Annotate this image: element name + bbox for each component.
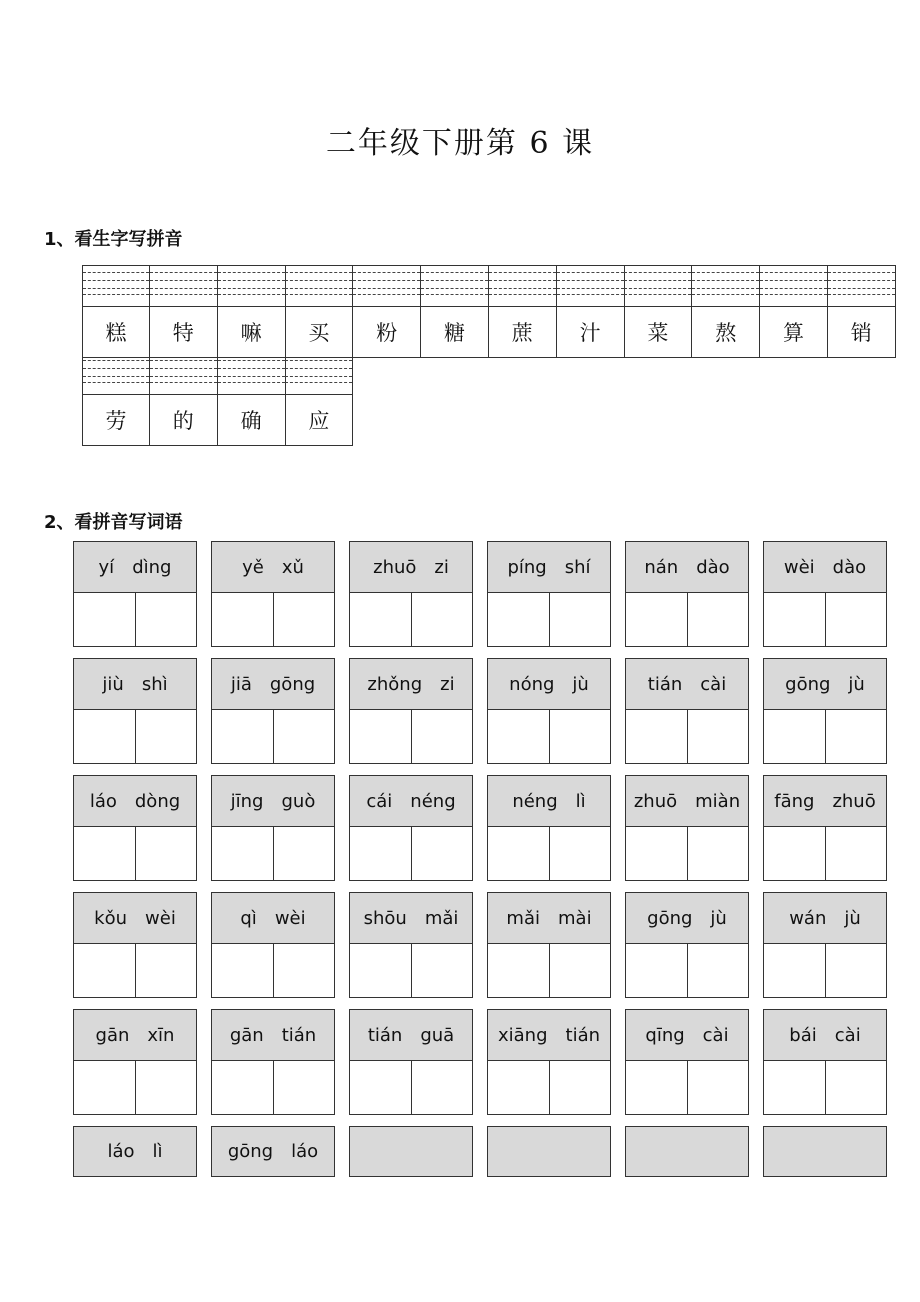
char-cell: [82, 354, 150, 446]
hanzi-character: 糕: [83, 306, 149, 357]
word-card: [349, 658, 473, 764]
pinyin-label: [626, 1127, 748, 1176]
pinyin-label: [488, 1127, 610, 1176]
answer-box[interactable]: [626, 710, 687, 764]
char-cell: [760, 265, 828, 358]
hanzi-character: 算: [760, 306, 827, 357]
pinyin-syllable: dào: [696, 556, 730, 578]
char-cell: [218, 354, 286, 446]
hanzi-character: 的: [150, 394, 217, 445]
pinyin-syllable: gōng: [227, 1141, 274, 1162]
answer-box[interactable]: [764, 710, 825, 764]
pinyin-writing-lines[interactable]: [692, 266, 759, 306]
word-card: [73, 541, 197, 647]
pinyin-syllable: wán: [789, 907, 827, 929]
word-card: [763, 1009, 887, 1115]
word-card: [73, 1126, 197, 1177]
answer-box[interactable]: [411, 827, 473, 881]
answer-box[interactable]: [488, 710, 549, 764]
pinyin-label: [626, 659, 748, 710]
pinyin-label: [212, 776, 334, 827]
word-card: [73, 892, 197, 998]
char-cell: [557, 265, 625, 358]
answer-box[interactable]: [549, 1061, 611, 1115]
word-card: [73, 658, 197, 764]
answer-box[interactable]: [411, 1061, 473, 1115]
answer-box[interactable]: [549, 710, 611, 764]
answer-box[interactable]: [273, 827, 335, 881]
word-card: [349, 541, 473, 647]
hanzi-character: 粉: [353, 306, 420, 357]
pinyin-syllable: tián: [281, 1024, 317, 1046]
char-cell: [285, 354, 353, 446]
pinyin-label: [212, 1010, 334, 1061]
pinyin-label: [74, 893, 196, 944]
pinyin-syllable: dìng: [132, 556, 172, 578]
pinyin-syllable: jiù: [102, 673, 124, 695]
answer-box[interactable]: [488, 1061, 549, 1115]
hanzi-character: 嘛: [218, 306, 285, 357]
answer-box[interactable]: [825, 944, 887, 998]
answer-box[interactable]: [350, 944, 411, 998]
pinyin-syllable: lì: [152, 1141, 163, 1162]
char-cell: [82, 265, 150, 358]
word-card: [211, 1126, 335, 1177]
pinyin-label: [74, 1127, 196, 1176]
pinyin-syllable: tián: [565, 1024, 601, 1046]
answer-box[interactable]: [350, 1061, 411, 1115]
answer-box[interactable]: [626, 593, 687, 647]
answer-box[interactable]: [825, 710, 887, 764]
pinyin-syllable: kǒu: [94, 907, 128, 929]
pinyin-syllable: guā: [420, 1024, 455, 1046]
answer-box[interactable]: [135, 710, 197, 764]
answer-box[interactable]: [273, 593, 335, 647]
pinyin-syllable: xīn: [147, 1024, 175, 1046]
word-card: [487, 892, 611, 998]
answer-box[interactable]: [764, 593, 825, 647]
pinyin-syllable: láo: [291, 1141, 319, 1162]
pinyin-syllable: wèi: [145, 907, 176, 929]
answer-box[interactable]: [74, 944, 135, 998]
hanzi-character: 销: [828, 306, 895, 357]
answer-box[interactable]: [212, 944, 273, 998]
pinyin-label: [488, 1010, 610, 1061]
answer-box[interactable]: [687, 827, 749, 881]
pinyin-writing-lines[interactable]: [421, 266, 488, 306]
pinyin-syllable: tián: [647, 673, 683, 695]
pinyin-syllable: cài: [700, 673, 727, 695]
section-heading-1: 1、看生字写拼音: [44, 229, 183, 250]
word-card: [763, 541, 887, 647]
pinyin-label: [764, 1010, 886, 1061]
hanzi-character: 糖: [421, 306, 488, 357]
answer-box[interactable]: [135, 944, 197, 998]
hanzi-character: 劳: [83, 394, 149, 445]
pinyin-syllable: nán: [644, 556, 679, 578]
pinyin-label: [488, 542, 610, 593]
pinyin-writing-lines[interactable]: [218, 266, 285, 306]
pinyin-syllable: jiā: [230, 673, 252, 695]
answer-box[interactable]: [273, 944, 335, 998]
pinyin-syllable: cái: [366, 790, 393, 812]
pinyin-syllable: qì: [240, 907, 257, 929]
pinyin-syllable: zhuō: [832, 790, 876, 812]
answer-box[interactable]: [687, 1061, 749, 1115]
pinyin-label: [488, 776, 610, 827]
pinyin-syllable: xiāng: [497, 1024, 548, 1046]
pinyin-syllable: píng: [507, 556, 547, 578]
answer-box[interactable]: [825, 827, 887, 881]
pinyin-writing-lines[interactable]: [624, 266, 691, 306]
pinyin-syllable: shí: [564, 556, 591, 578]
pinyin-syllable: yě: [242, 556, 264, 578]
answer-box[interactable]: [764, 827, 825, 881]
char-cell: [285, 265, 353, 358]
answer-box[interactable]: [135, 827, 197, 881]
char-cell: [150, 354, 218, 446]
pinyin-syllable: gān: [229, 1024, 264, 1046]
pinyin-syllable: qīng: [645, 1024, 685, 1046]
char-cell: [353, 265, 421, 358]
answer-box[interactable]: [135, 593, 197, 647]
word-card: [625, 1009, 749, 1115]
pinyin-writing-lines[interactable]: [760, 266, 827, 306]
hanzi-character: 蔗: [489, 306, 556, 357]
pinyin-syllable: gōng: [647, 907, 693, 929]
pinyin-label: [764, 542, 886, 593]
char-cell: [624, 265, 692, 358]
hanzi-character: 应: [285, 394, 352, 445]
pinyin-label: [212, 542, 334, 593]
pinyin-label: [350, 776, 472, 827]
word-card: [349, 1009, 473, 1115]
hanzi-character: 汁: [557, 306, 624, 357]
pinyin-syllable: xǔ: [281, 556, 304, 578]
pinyin-syllable: jù: [844, 907, 861, 929]
hanzi-character: 买: [285, 306, 352, 357]
answer-box[interactable]: [411, 944, 473, 998]
answer-box[interactable]: [687, 710, 749, 764]
pinyin-syllable: tián: [367, 1024, 403, 1046]
answer-box[interactable]: [212, 827, 273, 881]
pinyin-syllable: wèi: [783, 556, 815, 578]
hanzi-character: 确: [218, 394, 285, 445]
pinyin-syllable: gān: [95, 1024, 130, 1046]
answer-box[interactable]: [74, 1061, 135, 1115]
pinyin-label: [764, 659, 886, 710]
pinyin-label: [350, 659, 472, 710]
pinyin-writing-lines[interactable]: [83, 266, 149, 306]
pinyin-syllable: zi: [434, 556, 449, 578]
pinyin-label: [350, 542, 472, 593]
word-card: [625, 775, 749, 881]
pinyin-syllable: zi: [440, 673, 455, 695]
answer-box[interactable]: [74, 710, 135, 764]
pinyin-syllable: guò: [281, 790, 316, 812]
answer-box[interactable]: [488, 593, 549, 647]
answer-box[interactable]: [764, 944, 825, 998]
pinyin-syllable: shōu: [363, 907, 407, 929]
answer-box[interactable]: [350, 710, 411, 764]
answer-box[interactable]: [273, 1061, 335, 1115]
pinyin-label: [488, 893, 610, 944]
word-card: [73, 1009, 197, 1115]
answer-box[interactable]: [411, 710, 473, 764]
hanzi-character: 熬: [692, 306, 759, 357]
word-card: [211, 892, 335, 998]
char-cell: [489, 265, 557, 358]
pinyin-label: [212, 659, 334, 710]
pinyin-syllable: jù: [572, 673, 589, 695]
answer-box[interactable]: [488, 944, 549, 998]
answer-box[interactable]: [626, 827, 687, 881]
pinyin-syllable: shì: [141, 673, 168, 695]
pinyin-writing-lines[interactable]: [353, 266, 420, 306]
pinyin-syllable: néng: [512, 790, 558, 812]
pinyin-label: [626, 1010, 748, 1061]
word-card: [487, 1009, 611, 1115]
word-card: [625, 541, 749, 647]
pinyin-syllable: zhuō: [373, 556, 417, 578]
answer-box[interactable]: [350, 593, 411, 647]
pinyin-syllable: mài: [558, 907, 592, 929]
answer-box[interactable]: [411, 593, 473, 647]
answer-box[interactable]: [687, 944, 749, 998]
pinyin-syllable: mǎi: [506, 907, 540, 929]
pinyin-label: [764, 893, 886, 944]
char-cell: [692, 265, 760, 358]
pinyin-syllable: bái: [789, 1024, 817, 1046]
word-card: [625, 658, 749, 764]
answer-box[interactable]: [549, 827, 611, 881]
answer-box[interactable]: [626, 944, 687, 998]
pinyin-syllable: néng: [410, 790, 456, 812]
pinyin-syllable: cài: [834, 1024, 861, 1046]
pinyin-syllable: wèi: [274, 907, 306, 929]
pinyin-syllable: cài: [702, 1024, 729, 1046]
pinyin-syllable: mǎi: [424, 907, 459, 929]
pinyin-writing-lines[interactable]: [218, 354, 285, 394]
answer-box[interactable]: [549, 944, 611, 998]
hanzi-character: 特: [150, 306, 217, 357]
pinyin-label: [626, 893, 748, 944]
pinyin-syllable: jù: [710, 907, 727, 929]
pinyin-writing-lines[interactable]: [285, 266, 352, 306]
word-card: [763, 892, 887, 998]
word-card: [349, 775, 473, 881]
page-title: 二年级下册第 6 课: [325, 126, 595, 161]
answer-box[interactable]: [687, 593, 749, 647]
word-card: [763, 658, 887, 764]
pinyin-syllable: dào: [832, 556, 867, 578]
pinyin-label: [350, 1127, 472, 1176]
answer-box[interactable]: [350, 827, 411, 881]
pinyin-label: [74, 776, 196, 827]
pinyin-label: [764, 1127, 886, 1176]
word-card: [211, 775, 335, 881]
pinyin-syllable: dòng: [134, 790, 181, 812]
pinyin-label: [626, 542, 748, 593]
pinyin-label: [212, 893, 334, 944]
pinyin-label: [764, 776, 886, 827]
hanzi-character: 菜: [624, 306, 691, 357]
pinyin-writing-lines[interactable]: [150, 354, 217, 394]
word-card: [763, 775, 887, 881]
pinyin-syllable: láo: [107, 1141, 135, 1162]
pinyin-syllable: zhuō: [633, 790, 678, 812]
pinyin-syllable: láo: [89, 790, 117, 812]
answer-box[interactable]: [273, 710, 335, 764]
answer-box[interactable]: [212, 1061, 273, 1115]
word-card: [211, 541, 335, 647]
word-card: [349, 892, 473, 998]
word-card: [487, 1126, 611, 1177]
pinyin-writing-lines[interactable]: [828, 266, 895, 306]
char-cell: [218, 265, 286, 358]
pinyin-label: [212, 1127, 334, 1176]
char-cell: [150, 265, 218, 358]
pinyin-syllable: nóng: [509, 673, 555, 695]
answer-box[interactable]: [825, 1061, 887, 1115]
pinyin-syllable: gōng: [785, 673, 831, 695]
word-card: [349, 1126, 473, 1177]
pinyin-label: [74, 659, 196, 710]
pinyin-label: [626, 776, 748, 827]
word-card: [211, 1009, 335, 1115]
pinyin-writing-lines[interactable]: [557, 266, 624, 306]
pinyin-syllable: yí: [98, 556, 115, 578]
word-card: [487, 541, 611, 647]
word-card: [211, 658, 335, 764]
pinyin-label: [74, 1010, 196, 1061]
answer-box[interactable]: [488, 827, 549, 881]
word-card: [487, 658, 611, 764]
pinyin-syllable: jù: [848, 673, 865, 695]
char-cell: [828, 265, 896, 358]
answer-box[interactable]: [825, 593, 887, 647]
answer-box[interactable]: [74, 593, 135, 647]
pinyin-writing-lines[interactable]: [83, 354, 149, 394]
section-heading-2: 2、看拼音写词语: [44, 512, 183, 533]
pinyin-label: [488, 659, 610, 710]
pinyin-syllable: fāng: [774, 790, 815, 812]
pinyin-label: [350, 1010, 472, 1061]
word-card: [73, 775, 197, 881]
pinyin-writing-lines[interactable]: [150, 266, 217, 306]
answer-box[interactable]: [549, 593, 611, 647]
pinyin-writing-lines[interactable]: [489, 266, 556, 306]
answer-box[interactable]: [135, 1061, 197, 1115]
pinyin-syllable: miàn: [695, 790, 741, 812]
pinyin-label: [74, 542, 196, 593]
answer-box[interactable]: [212, 593, 273, 647]
char-cell: [421, 265, 489, 358]
answer-box[interactable]: [212, 710, 273, 764]
pinyin-writing-lines[interactable]: [285, 354, 352, 394]
pinyin-syllable: zhǒng: [367, 673, 423, 695]
pinyin-syllable: jīng: [230, 790, 264, 812]
pinyin-syllable: lì: [575, 790, 586, 812]
pinyin-label: [350, 893, 472, 944]
word-card: [763, 1126, 887, 1177]
word-card: [625, 1126, 749, 1177]
answer-box[interactable]: [74, 827, 135, 881]
answer-box[interactable]: [764, 1061, 825, 1115]
pinyin-syllable: gōng: [269, 673, 316, 695]
word-card: [625, 892, 749, 998]
word-card: [487, 775, 611, 881]
answer-box[interactable]: [626, 1061, 687, 1115]
